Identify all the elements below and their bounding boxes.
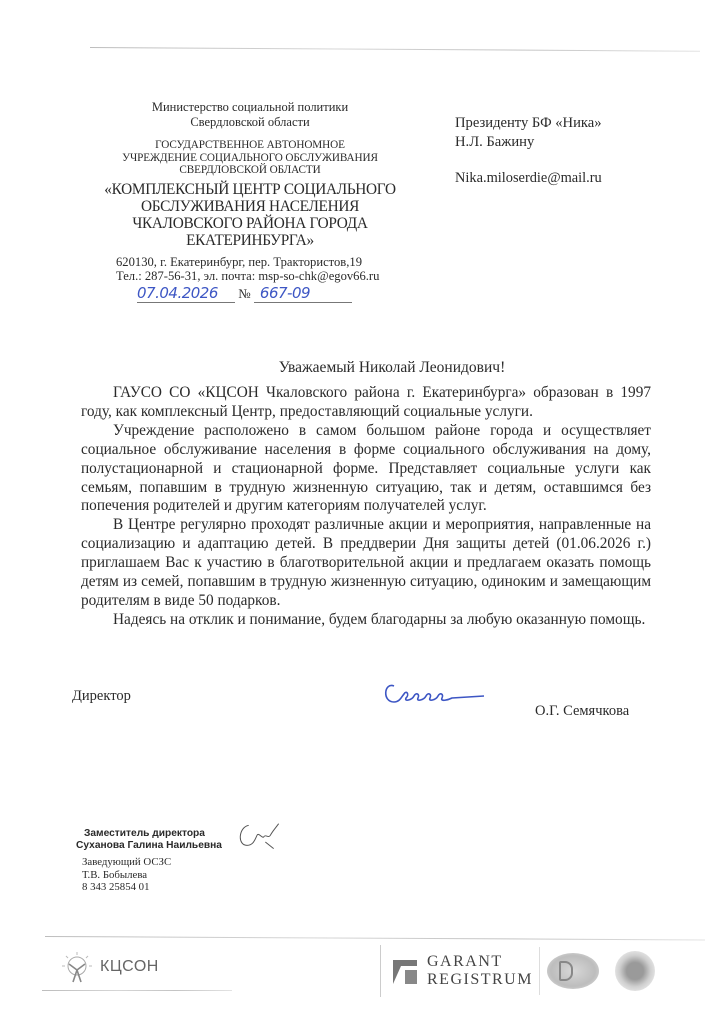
garant-registrum-logo [380,945,666,997]
address: 620130, г. Екатеринбург, пер. Трактористов,19 [116,255,362,269]
institution-type-line: УЧРЕЖДЕНИЕ СОЦИАЛЬНОГО ОБСЛУЖИВАНИЯ [122,151,378,164]
scan-line-top [90,47,700,52]
garant-divider [539,947,540,995]
letterhead-contacts [116,255,379,283]
ministry-line: Свердловской области [190,115,310,129]
body-paragraph: Надеясь на отклик и понимание, будем благодарны за любую оказанную помощь. [113,610,646,628]
letter-body [81,384,651,630]
executor-line: 8 343 25854 01 [82,881,150,893]
scan-line-footer-top [45,936,705,940]
director-signature-icon [380,676,490,717]
garant-line: GARANT [427,953,503,970]
approval-block [76,828,222,852]
center-name-line: ЕКАТЕРИНБУРГА» [186,232,314,249]
institution-type-line: ГОСУДАРСТВЕННОЕ АВТОНОМНОЕ [155,139,345,151]
ministry-line: Министерство социальной политики [151,100,349,114]
executor-block [82,856,171,894]
signatory-name: О.Г. Семячкова [535,703,630,719]
body-paragraph: ГАУСО СО «КЦСОН Чкаловского района г. Екатеринбурга» образован в 1997 году, как комплексный Центр, предоставляющий социальные услуги. [81,384,651,420]
executor-line: Заведующий ОСЗС [82,856,172,868]
kcson-logo-icon [60,950,94,984]
center-name-line: «КОМПЛЕКСНЫЙ ЦЕНТР СОЦИАЛЬНОГО [104,181,396,198]
executor-line: Т.В. Бобылева [82,868,148,881]
body-paragraph: В Центре регулярно проходят различные акции и мероприятия, направленные на социализацию и адаптацию детей. В преддверии Дня защиты детей (01.06.2026 г.) приглашаем Вас к участию в благотворительной акции и предлагаем оказать помощь детям из семей, попавшим в трудную жизненную ситуацию, одиноким и замещающим родителям в виде 50 подарков. [81,516,651,609]
registration-number: 667-09 [259,284,311,302]
addressee [455,114,602,152]
kcson-logo-text: КЦСОН [100,958,159,975]
letterhead-center-name [80,181,420,249]
quality-seal-icon [615,951,655,991]
salutation: Уважаемый Николай Леонидович! [278,359,506,376]
certification-badge-icon [547,953,599,989]
registration-number-label: № [238,286,251,301]
scan-line-footer-bottom [42,990,232,991]
center-name-line: ЧКАЛОВСКОГО РАЙОНА ГОРОДА [132,215,368,232]
letterhead-ministry [80,100,420,130]
body-paragraph: Учреждение расположено в самом большом районе города и осуществляет социальное обслуживание населения в форме социального обслуживания на дому, полустационарной и стационарной форме. Представляет социальные услуги как семьям, попавшим в трудную жизненную ситуацию, так и детям, оставшимся без попечения родителей и другим категориям получателей услуг. [81,421,651,515]
institution-type-line: СВЕРДЛОВСКОЙ ОБЛАСТИ [179,164,321,176]
registration-date: 07.04.2026 [137,284,218,302]
signatory-position: Директор [72,688,131,704]
phone-email: Тел.: 287-56-31, эл. почта: msp-so-chk@egov66.ru [116,269,380,283]
garant-text [427,953,533,989]
approval-line: Заместитель директора [84,828,205,839]
registration [137,285,352,303]
addressee-line: Президенту БФ «Ника» [455,115,602,131]
garant-logo-icon [391,956,419,986]
approval-line: Суханова Галина Наильевна [76,840,222,851]
letterhead-institution-type [80,139,420,177]
addressee-email: Nika.miloserdie@mail.ru [455,170,602,186]
center-name-line: ОБСЛУЖИВАНИЯ НАСЕЛЕНИЯ [140,198,359,215]
kcson-logo [60,950,159,984]
deputy-signature-icon [232,818,282,861]
garant-line: REGISTRUM [427,971,533,988]
addressee-line: Н.Л. Бажину [455,134,535,150]
